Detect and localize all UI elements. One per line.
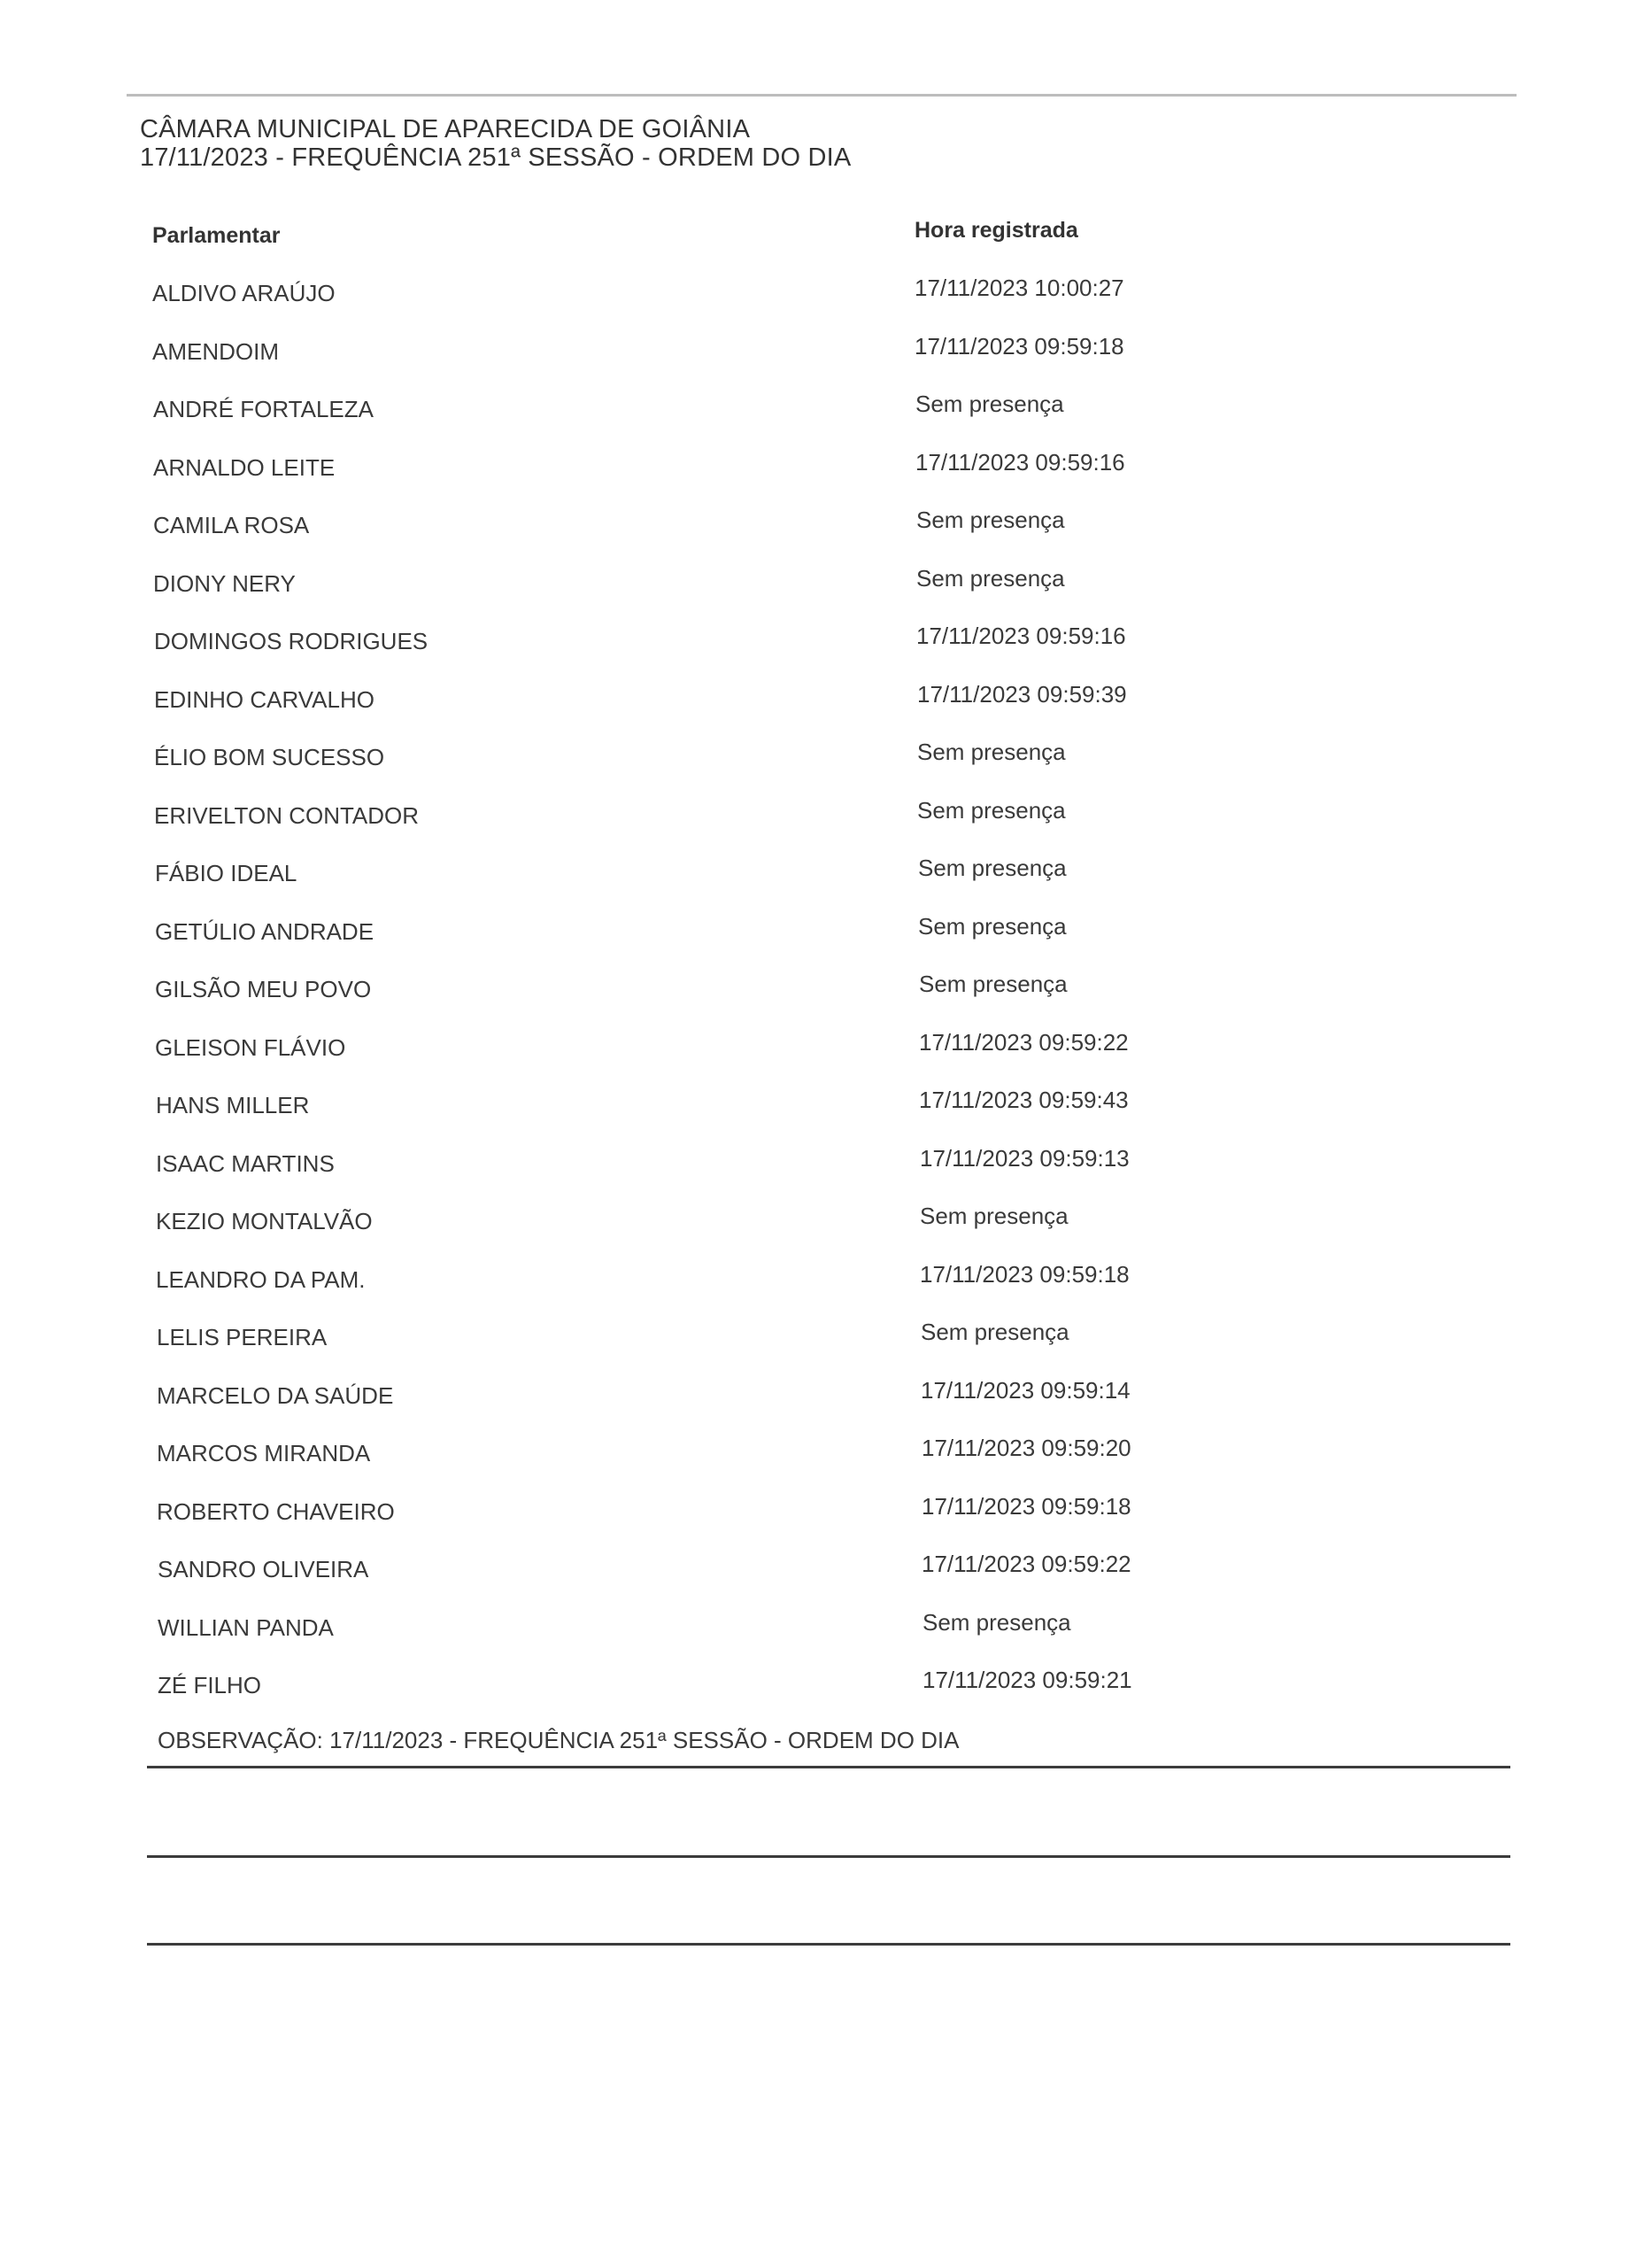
hora-registrada-value: 17/11/2023 09:59:18 [915, 333, 1124, 360]
table-row [0, 449, 1652, 490]
hora-registrada-value: Sem presença [918, 855, 1067, 881]
hora-registrada-value: 17/11/2023 09:59:16 [915, 449, 1125, 476]
table-row [0, 855, 1652, 895]
table-row [0, 1029, 1652, 1070]
table-row [0, 275, 1652, 315]
table-row [0, 739, 1652, 779]
parlamentar-name: LEANDRO DA PAM. [156, 1266, 366, 1293]
parlamentar-name: ÉLIO BOM SUCESSO [154, 744, 385, 770]
hora-registrada-value: 17/11/2023 09:59:13 [920, 1145, 1130, 1172]
hora-registrada-value: Sem presença [916, 565, 1065, 592]
hora-registrada-value: Sem presença [915, 391, 1064, 417]
parlamentar-name: MARCELO DA SAÚDE [157, 1382, 394, 1409]
hora-registrada-value: 17/11/2023 09:59:20 [922, 1435, 1131, 1461]
hora-registrada-value: 17/11/2023 09:59:18 [922, 1493, 1131, 1520]
signature-line-1 [147, 1766, 1510, 1768]
signature-line-3 [147, 1943, 1510, 1946]
chamber-title: CÂMARA MUNICIPAL DE APARECIDA DE GOIÂNIA [140, 115, 751, 143]
parlamentar-name: GILSÃO MEU POVO [155, 976, 372, 1002]
table-row [0, 1145, 1652, 1186]
parlamentar-name: SANDRO OLIVEIRA [158, 1556, 369, 1582]
session-title: 17/11/2023 - FREQUÊNCIA 251ª SESSÃO - ORDEM DO DIA [140, 143, 852, 172]
table-row [0, 1087, 1652, 1127]
hora-registrada-value: Sem presença [917, 739, 1066, 765]
parlamentar-name: ANDRÉ FORTALEZA [153, 396, 374, 422]
table-row [0, 391, 1652, 431]
parlamentar-name: ROBERTO CHAVEIRO [157, 1498, 395, 1525]
table-row [0, 1261, 1652, 1302]
table-row [0, 1377, 1652, 1418]
column-header-parlamentar: Parlamentar [152, 223, 281, 248]
table-row [0, 1203, 1652, 1243]
document-header [140, 115, 1468, 172]
parlamentar-name: HANS MILLER [156, 1092, 310, 1118]
hora-registrada-value: 17/11/2023 09:59:14 [921, 1377, 1131, 1404]
column-header-hora-registrada: Hora registrada [915, 218, 1078, 243]
parlamentar-name: AMENDOIM [152, 338, 279, 365]
parlamentar-name: ERIVELTON CONTADOR [154, 802, 420, 829]
parlamentar-name: ALDIVO ARAÚJO [152, 280, 336, 306]
parlamentar-name: ISAAC MARTINS [156, 1150, 335, 1177]
table-row [0, 507, 1652, 547]
parlamentar-name: DOMINGOS RODRIGUES [154, 628, 428, 654]
table-row [0, 1435, 1652, 1475]
signature-line-2 [147, 1855, 1510, 1858]
hora-registrada-value: Sem presença [916, 507, 1065, 533]
parlamentar-name: ZÉ FILHO [158, 1672, 262, 1698]
hora-registrada-value: 17/11/2023 09:59:16 [916, 623, 1126, 649]
table-row [0, 565, 1652, 606]
hora-registrada-value: Sem presença [922, 1609, 1071, 1636]
hora-registrada-value: 17/11/2023 09:59:39 [917, 681, 1127, 708]
table-row [0, 1551, 1652, 1591]
table-row [0, 913, 1652, 954]
hora-registrada-value: Sem presença [918, 913, 1067, 940]
hora-registrada-value: 17/11/2023 09:59:22 [922, 1551, 1131, 1577]
observation-line: OBSERVAÇÃO: 17/11/2023 - FREQUÊNCIA 251ª SESSÃO - ORDEM DO DIA [158, 1727, 960, 1753]
parlamentar-name: GETÚLIO ANDRADE [155, 918, 374, 945]
table-row [0, 971, 1652, 1011]
parlamentar-name: GLEISON FLÁVIO [155, 1034, 346, 1061]
parlamentar-name: MARCOS MIRANDA [157, 1440, 371, 1466]
table-row [0, 623, 1652, 663]
table-row [0, 1493, 1652, 1534]
hora-registrada-value: Sem presença [920, 1203, 1069, 1229]
table-row [0, 333, 1652, 374]
hora-registrada-value: Sem presença [921, 1319, 1069, 1345]
hora-registrada-value: 17/11/2023 09:59:22 [919, 1029, 1129, 1056]
parlamentar-name: ARNALDO LEITE [153, 454, 336, 481]
top-divider [127, 94, 1517, 97]
table-row [0, 1319, 1652, 1359]
table-row [0, 681, 1652, 722]
parlamentar-name: WILLIAN PANDA [158, 1614, 334, 1641]
parlamentar-name: DIONY NERY [153, 570, 296, 597]
parlamentar-name: LELIS PEREIRA [157, 1324, 328, 1350]
hora-registrada-value: Sem presença [919, 971, 1068, 997]
hora-registrada-value: 17/11/2023 09:59:18 [920, 1261, 1130, 1288]
hora-registrada-value: 17/11/2023 09:59:43 [919, 1087, 1129, 1113]
hora-registrada-value: 17/11/2023 10:00:27 [915, 275, 1124, 301]
hora-registrada-value: 17/11/2023 09:59:21 [922, 1667, 1132, 1693]
table-row [0, 1609, 1652, 1650]
parlamentar-name: EDINHO CARVALHO [154, 686, 374, 713]
hora-registrada-value: Sem presença [917, 797, 1066, 824]
table-row [0, 1667, 1652, 1707]
parlamentar-name: FÁBIO IDEAL [155, 860, 297, 886]
parlamentar-name: CAMILA ROSA [153, 512, 310, 538]
parlamentar-name: KEZIO MONTALVÃO [156, 1208, 373, 1234]
table-row [0, 797, 1652, 838]
